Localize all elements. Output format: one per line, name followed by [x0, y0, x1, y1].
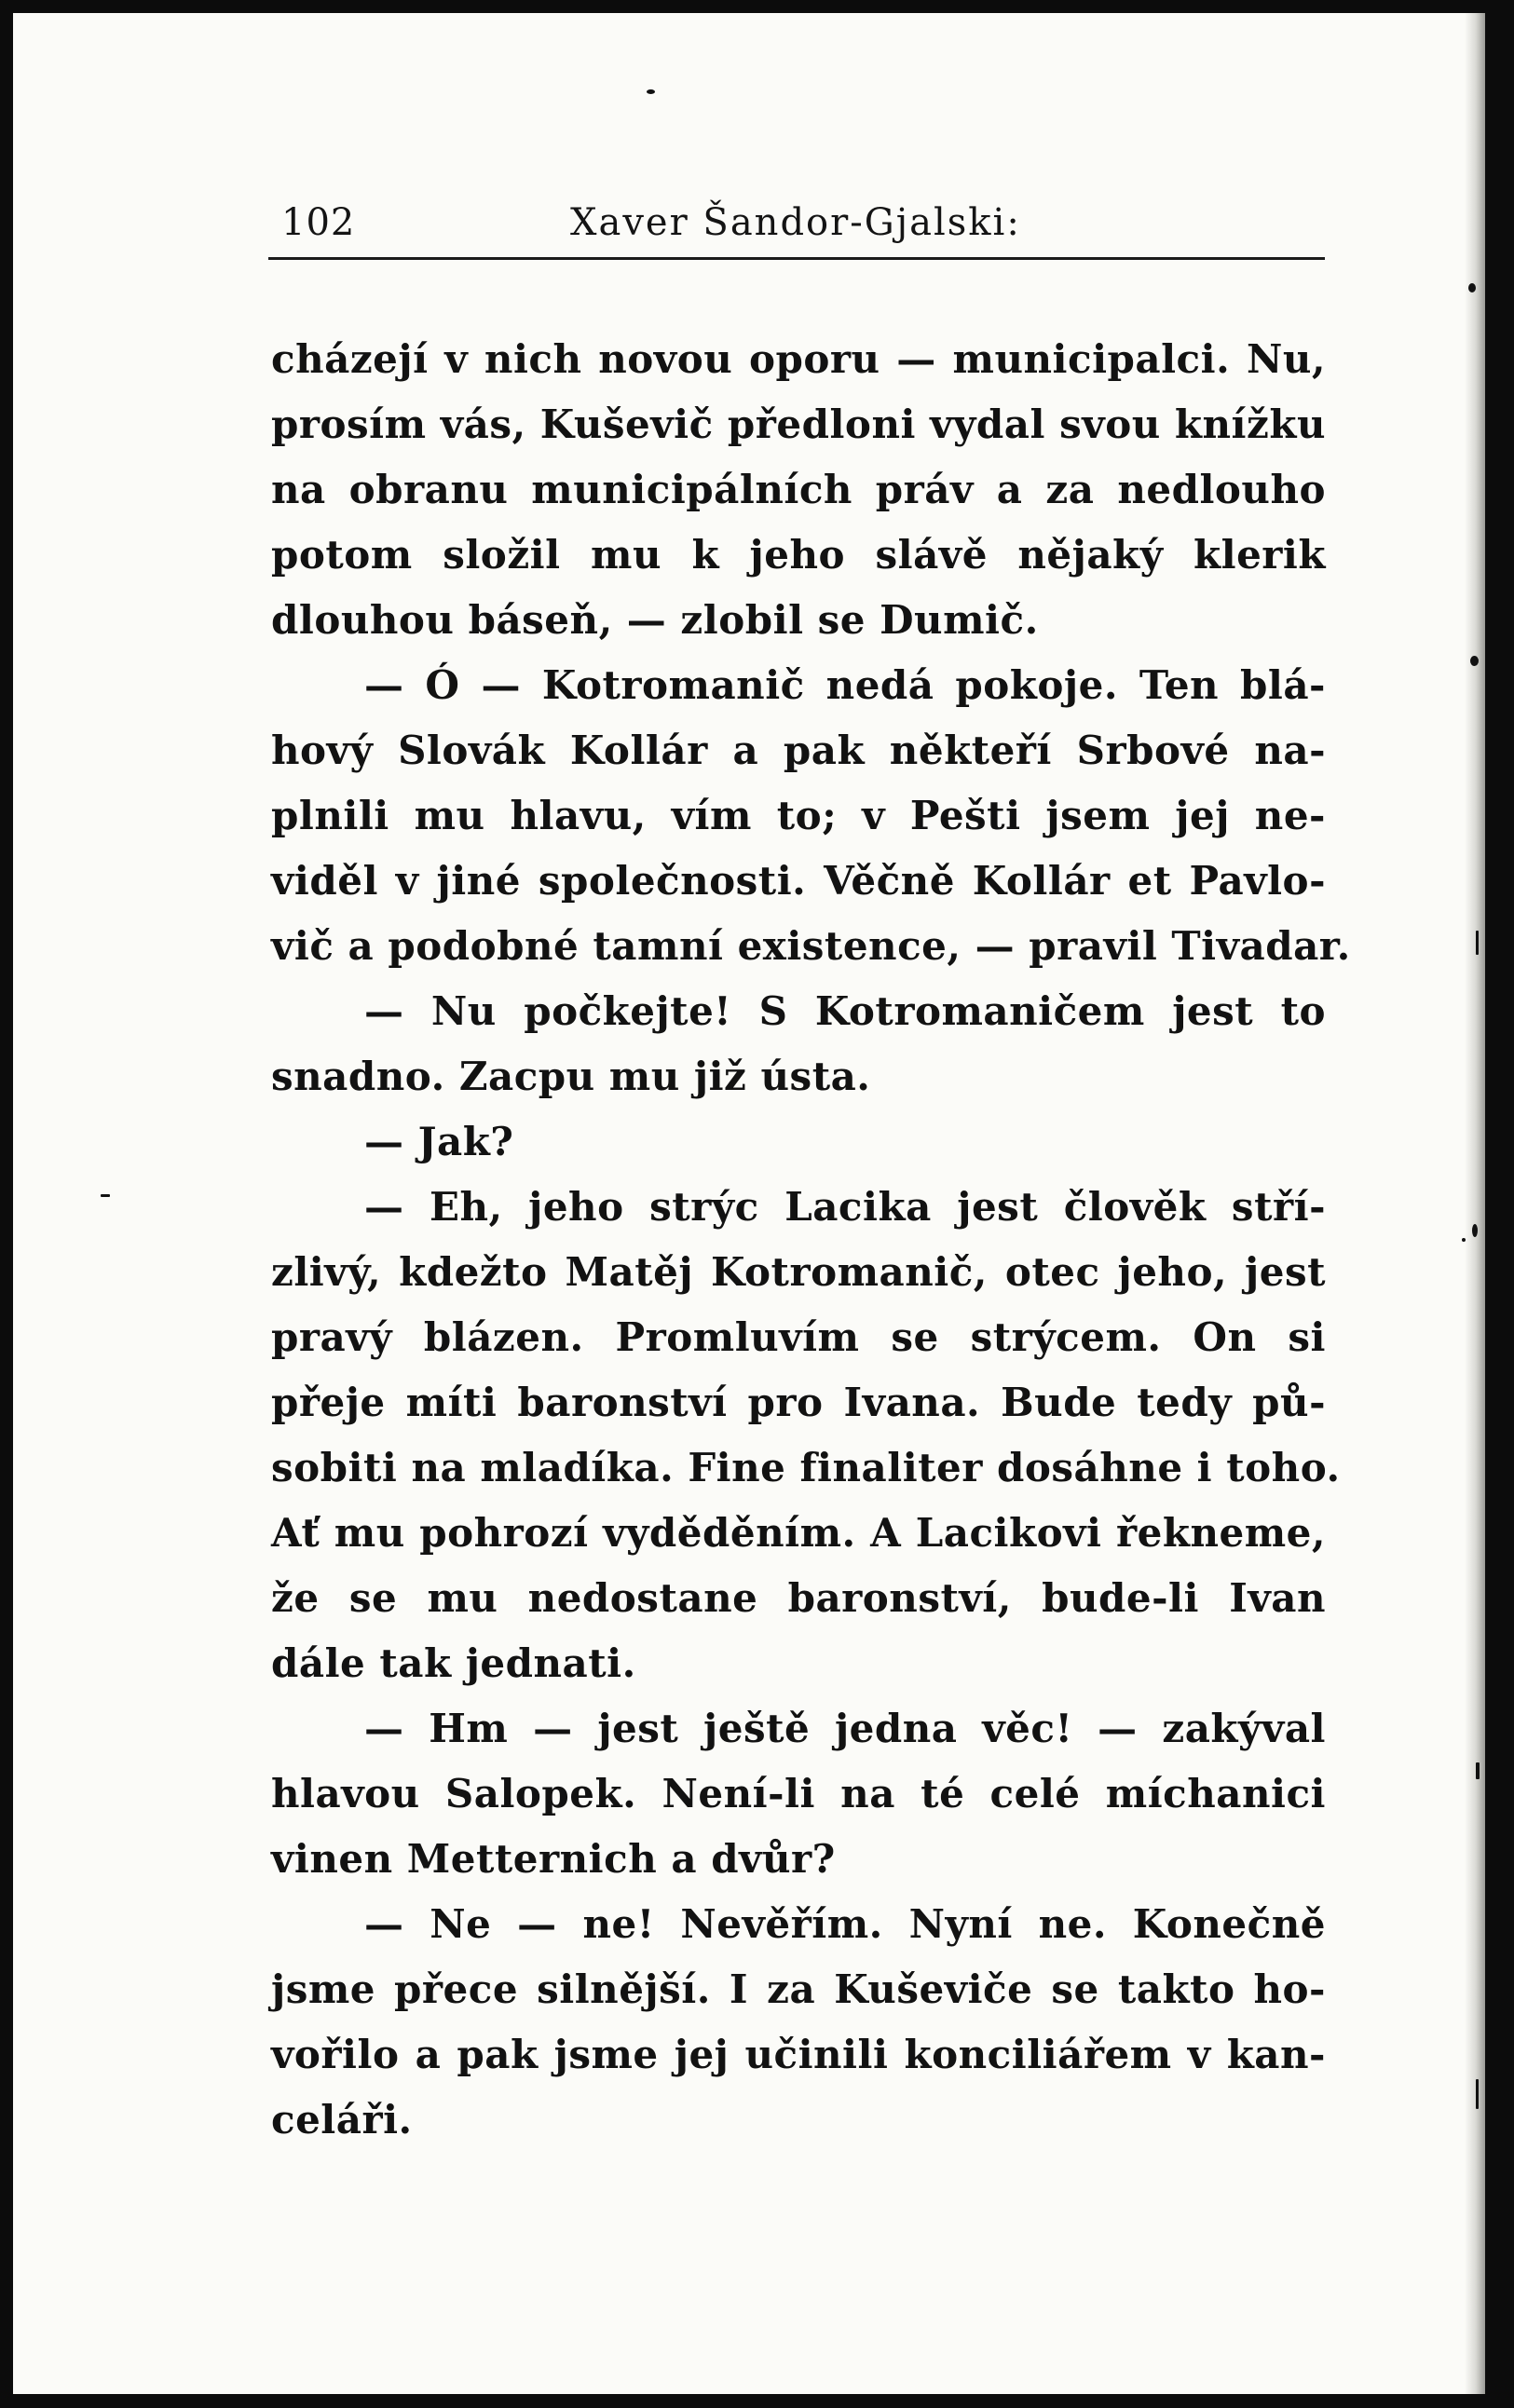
text-line: — Eh, jeho strýc Lacika jest člověk stří- [364, 1184, 1326, 1230]
text-line: pravý blázen. Promluvím se strýcem. On si [271, 1314, 1326, 1360]
text-line: jsme přece silnější. I za Kuševiče se takto ho- [271, 1966, 1326, 2012]
text-line: vič a podobné tamní existence, — pravil Tivadar. [271, 923, 1351, 969]
paragraph [271, 327, 1326, 653]
text-line: sobiti na mladíka. Fine finaliter dosáhne i toho. [271, 1445, 1341, 1490]
book-page [13, 13, 1485, 2394]
text-line: celáři. [271, 2097, 413, 2143]
text-line: — Jak? [364, 1119, 514, 1164]
paragraph [271, 979, 1326, 1109]
text-line: na obranu municipálních práv a za nedlouho [271, 467, 1326, 512]
text-line: hový Slovák Kollár a pak někteří Srbové na- [271, 728, 1326, 773]
text-line: potom složil mu k jeho slávě nějaký klerik [271, 532, 1326, 578]
ink-speck [1468, 283, 1476, 292]
text-line: vinen Metternich a dvůr? [271, 1836, 836, 1882]
text-line: snadno. Zacpu mu již ústa. [271, 1054, 871, 1099]
header-rule [268, 257, 1325, 260]
text-line: hlavou Salopek. Není-li na té celé míchanici [271, 1771, 1326, 1816]
text-line: dlouhou báseň, — zlobil se Dumič. [271, 597, 1039, 643]
ink-speck [1462, 1238, 1466, 1242]
text-line: — Nu počkejte! S Kotromaničem jest to [364, 988, 1326, 1034]
body-text [271, 327, 1351, 2153]
text-line: cházejí v nich novou oporu — municipalci. Nu, [271, 336, 1326, 382]
text-line: — Ó — Kotromanič nedá pokoje. Ten blá- [364, 662, 1326, 708]
running-head: Xaver Šandor-Gjalski: [570, 201, 1021, 244]
ink-speck [1472, 1224, 1478, 1237]
ink-speck [1476, 1762, 1480, 1779]
text-line: prosím vás, Kuševič předloni vydal svou knížku [271, 401, 1326, 447]
text-line: dále tak jednati. [271, 1640, 636, 1686]
text-line: plnili mu hlavu, vím to; v Pešti jsem jej ne- [271, 793, 1326, 838]
ink-speck [1470, 656, 1479, 666]
text-line: Ať mu pohrozí vyděděním. A Lacikovi řekneme, [271, 1510, 1326, 1556]
paragraph [271, 1696, 1326, 1892]
page-header [268, 192, 1325, 248]
text-line: viděl v jiné společnosti. Věčně Kollár et Pavlo- [271, 858, 1326, 904]
text-line: že se mu nedostane baronství, bude-li Ivan [271, 1575, 1326, 1621]
ink-speck [1476, 931, 1479, 955]
paragraph [271, 1892, 1326, 2153]
paragraph [271, 1109, 1326, 1175]
text-line: vořilo a pak jsme jej učinili konciliářem v kan- [271, 2032, 1326, 2077]
page-number: 102 [281, 201, 356, 244]
paragraph [271, 653, 1351, 979]
page-edge-shadow [1465, 13, 1485, 2394]
ink-speck [647, 89, 655, 94]
paragraph [271, 1175, 1341, 1696]
text-line: přeje míti baronství pro Ivana. Bude tedy pů- [271, 1380, 1326, 1425]
ink-speck [1476, 2079, 1479, 2109]
text-line: — Hm — jest ještě jedna věc! — zakýval [364, 1706, 1326, 1751]
text-line: — Ne — ne! Nevěřím. Nyní ne. Konečně [364, 1901, 1326, 1947]
ink-speck [101, 1194, 110, 1197]
text-line: zlivý, kdežto Matěj Kotromanič, otec jeho, jest [271, 1249, 1326, 1295]
